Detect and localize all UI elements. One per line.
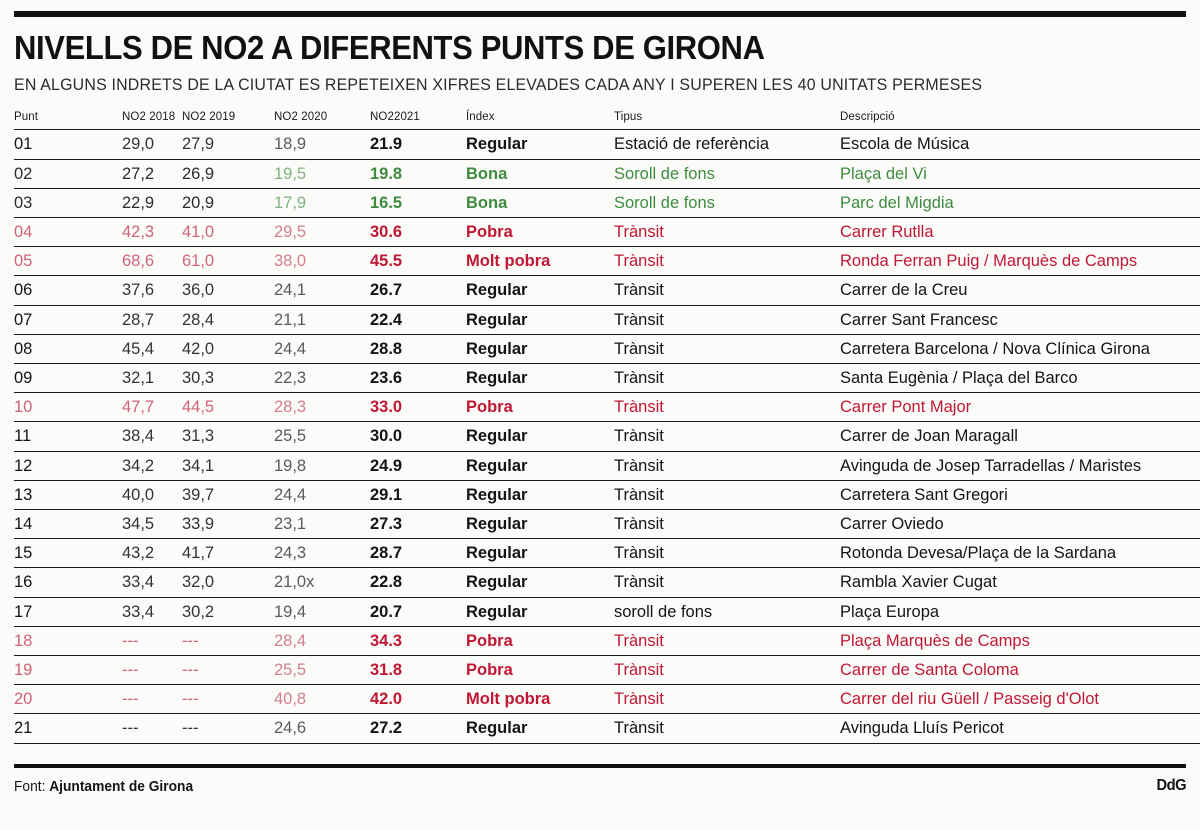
column-header-index: Índex bbox=[466, 111, 495, 124]
cell-desc: Carrer Oviedo bbox=[840, 514, 944, 533]
cell-punt: 21 bbox=[14, 719, 33, 738]
cell-y2018: --- bbox=[122, 690, 139, 709]
publisher-logo: DdG bbox=[1156, 776, 1186, 794]
cell-y2021: 24.9 bbox=[370, 456, 403, 475]
cell-tipus: Soroll de fons bbox=[614, 193, 715, 212]
cell-punt: 15 bbox=[14, 544, 33, 563]
cell-desc: Carrer Rutlla bbox=[840, 222, 934, 241]
cell-y2019: 20,9 bbox=[182, 193, 215, 212]
table-row bbox=[14, 626, 1200, 655]
cell-tipus: Soroll de fons bbox=[614, 164, 715, 183]
cell-y2020: 24,4 bbox=[274, 339, 307, 358]
table-row bbox=[14, 159, 1200, 188]
cell-y2021: 19.8 bbox=[370, 164, 403, 183]
table-row bbox=[14, 480, 1200, 509]
cell-punt: 10 bbox=[14, 398, 33, 417]
cell-y2018: 43,2 bbox=[122, 544, 155, 563]
cell-index: Regular bbox=[466, 310, 528, 329]
cell-y2018: 45,4 bbox=[122, 339, 155, 358]
source-credit bbox=[14, 779, 193, 795]
cell-desc: Carretera Sant Gregori bbox=[840, 485, 1008, 504]
cell-y2021: 27.2 bbox=[370, 719, 403, 738]
cell-y2021: 22.4 bbox=[370, 310, 403, 329]
cell-y2018: --- bbox=[122, 719, 139, 738]
cell-index: Regular bbox=[466, 544, 528, 563]
cell-desc: Carrer Sant Francesc bbox=[840, 310, 998, 329]
cell-y2018: --- bbox=[122, 660, 139, 679]
cell-punt: 09 bbox=[14, 368, 33, 387]
cell-punt: 17 bbox=[14, 602, 33, 621]
infographic-page bbox=[0, 11, 1200, 830]
table-row bbox=[14, 334, 1200, 363]
cell-y2018: --- bbox=[122, 631, 139, 650]
cell-y2019: 30,3 bbox=[182, 368, 215, 387]
cell-punt: 01 bbox=[14, 135, 33, 154]
column-header-no2-2020: NO2 2020 bbox=[274, 111, 328, 124]
cell-tipus: Trànsit bbox=[614, 310, 664, 329]
table-row bbox=[14, 393, 1200, 422]
cell-desc: Carrer de la Creu bbox=[840, 281, 968, 300]
cell-desc: Plaça Marquès de Camps bbox=[840, 631, 1030, 650]
cell-punt: 05 bbox=[14, 252, 33, 271]
cell-y2018: 34,5 bbox=[122, 514, 155, 533]
page-title: NIVELLS DE NO2 A DIFERENTS PUNTS DE GIRONA bbox=[14, 29, 765, 66]
cell-y2020: 17,9 bbox=[274, 193, 307, 212]
cell-index: Regular bbox=[466, 485, 528, 504]
cell-desc: Carrer de Joan Maragall bbox=[840, 427, 1018, 446]
cell-y2019: 42,0 bbox=[182, 339, 215, 358]
cell-y2020: 23,1 bbox=[274, 514, 307, 533]
cell-index: Molt pobra bbox=[466, 252, 551, 271]
cell-y2019: 39,7 bbox=[182, 485, 215, 504]
cell-y2020: 21,0x bbox=[274, 573, 315, 592]
cell-y2021: 26.7 bbox=[370, 281, 403, 300]
cell-y2019: 32,0 bbox=[182, 573, 215, 592]
cell-desc: Avinguda Lluís Pericot bbox=[840, 719, 1004, 738]
cell-y2018: 28,7 bbox=[122, 310, 155, 329]
cell-tipus: soroll de fons bbox=[614, 602, 713, 621]
cell-tipus: Trànsit bbox=[614, 252, 664, 271]
cell-y2020: 25,5 bbox=[274, 427, 307, 446]
cell-index: Regular bbox=[466, 456, 528, 475]
cell-y2021: 29.1 bbox=[370, 485, 403, 504]
cell-punt: 13 bbox=[14, 485, 33, 504]
footer bbox=[14, 777, 1186, 795]
cell-desc: Escola de Música bbox=[840, 135, 970, 154]
table-row bbox=[14, 130, 1200, 159]
cell-index: Regular bbox=[466, 135, 528, 154]
column-header-no2-2021: NO22021 bbox=[370, 111, 420, 124]
table-row bbox=[14, 568, 1200, 597]
table-row bbox=[14, 247, 1200, 276]
cell-y2021: 22.8 bbox=[370, 573, 403, 592]
cell-tipus: Trànsit bbox=[614, 281, 664, 300]
cell-y2021: 16.5 bbox=[370, 193, 403, 212]
cell-y2020: 19,5 bbox=[274, 164, 307, 183]
cell-y2020: 21,1 bbox=[274, 310, 307, 329]
cell-y2021: 33.0 bbox=[370, 398, 403, 417]
column-header-punt: Punt bbox=[14, 111, 39, 124]
footer-divider bbox=[14, 764, 1186, 768]
table-header bbox=[14, 111, 1200, 130]
cell-y2021: 30.0 bbox=[370, 427, 403, 446]
cell-index: Regular bbox=[466, 281, 528, 300]
cell-y2019: 33,9 bbox=[182, 514, 215, 533]
cell-desc: Rambla Xavier Cugat bbox=[840, 573, 997, 592]
column-header-no2-2019: NO2 2019 bbox=[182, 111, 236, 124]
cell-y2020: 22,3 bbox=[274, 368, 307, 387]
cell-index: Regular bbox=[466, 339, 528, 358]
cell-tipus: Trànsit bbox=[614, 398, 664, 417]
cell-desc: Plaça Europa bbox=[840, 602, 940, 621]
cell-y2018: 32,1 bbox=[122, 368, 155, 387]
table-header-row bbox=[14, 111, 1200, 130]
cell-index: Pobra bbox=[466, 660, 513, 679]
cell-y2020: 28,3 bbox=[274, 398, 307, 417]
cell-y2021: 20.7 bbox=[370, 602, 403, 621]
cell-index: Regular bbox=[466, 514, 528, 533]
no2-levels-table bbox=[14, 111, 1200, 743]
column-header-descripcio: Descripció bbox=[840, 111, 895, 124]
table-row bbox=[14, 685, 1200, 714]
table-row bbox=[14, 305, 1200, 334]
cell-y2020: 28,4 bbox=[274, 631, 307, 650]
cell-y2019: 26,9 bbox=[182, 164, 215, 183]
cell-y2019: --- bbox=[182, 631, 199, 650]
cell-punt: 04 bbox=[14, 222, 33, 241]
cell-y2021: 28.8 bbox=[370, 339, 403, 358]
cell-desc: Santa Eugènia / Plaça del Barco bbox=[840, 368, 1078, 387]
cell-punt: 19 bbox=[14, 660, 33, 679]
cell-y2020: 24,4 bbox=[274, 485, 307, 504]
table-row bbox=[14, 451, 1200, 480]
cell-tipus: Trànsit bbox=[614, 660, 664, 679]
cell-y2019: --- bbox=[182, 660, 199, 679]
cell-y2018: 34,2 bbox=[122, 456, 155, 475]
cell-y2021: 42.0 bbox=[370, 690, 403, 709]
cell-desc: Carrer del riu Güell / Passeig d'Olot bbox=[840, 690, 1100, 709]
cell-y2019: 28,4 bbox=[182, 310, 215, 329]
cell-tipus: Trànsit bbox=[614, 690, 664, 709]
cell-desc: Carrer de Santa Coloma bbox=[840, 660, 1019, 679]
cell-y2021: 21.9 bbox=[370, 135, 403, 154]
cell-desc: Ronda Ferran Puig / Marquès de Camps bbox=[840, 252, 1138, 271]
table-row bbox=[14, 363, 1200, 392]
cell-tipus: Trànsit bbox=[614, 339, 664, 358]
cell-punt: 06 bbox=[14, 281, 33, 300]
cell-tipus: Trànsit bbox=[614, 573, 664, 592]
cell-y2021: 31.8 bbox=[370, 660, 403, 679]
cell-desc: Avinguda de Josep Tarradellas / Maristes bbox=[840, 456, 1142, 475]
cell-y2020: 38,0 bbox=[274, 252, 307, 271]
cell-y2021: 27.3 bbox=[370, 514, 403, 533]
cell-index: Pobra bbox=[466, 398, 513, 417]
cell-y2018: 37,6 bbox=[122, 281, 155, 300]
cell-y2019: 61,0 bbox=[182, 252, 215, 271]
cell-index: Bona bbox=[466, 164, 508, 183]
cell-tipus: Trànsit bbox=[614, 222, 664, 241]
cell-punt: 14 bbox=[14, 514, 33, 533]
source-name: Ajuntament de Girona bbox=[49, 778, 194, 795]
cell-y2020: 29,5 bbox=[274, 222, 307, 241]
cell-y2020: 19,4 bbox=[274, 602, 307, 621]
cell-y2019: 31,3 bbox=[182, 427, 215, 446]
cell-punt: 11 bbox=[14, 427, 32, 446]
cell-punt: 02 bbox=[14, 164, 33, 183]
top-divider bbox=[14, 11, 1186, 17]
cell-y2019: 41,0 bbox=[182, 222, 215, 241]
cell-punt: 07 bbox=[14, 310, 33, 329]
table-row bbox=[14, 422, 1200, 451]
cell-y2019: 41,7 bbox=[182, 544, 215, 563]
cell-tipus: Trànsit bbox=[614, 514, 664, 533]
cell-y2019: 34,1 bbox=[182, 456, 215, 475]
cell-index: Pobra bbox=[466, 222, 513, 241]
cell-y2018: 22,9 bbox=[122, 193, 155, 212]
cell-punt: 20 bbox=[14, 690, 33, 709]
cell-y2020: 25,5 bbox=[274, 660, 307, 679]
cell-index: Regular bbox=[466, 427, 528, 446]
cell-punt: 18 bbox=[14, 631, 33, 650]
cell-y2018: 27,2 bbox=[122, 164, 155, 183]
column-header-no2-2018: NO2 2018 bbox=[122, 111, 176, 124]
cell-y2021: 23.6 bbox=[370, 368, 403, 387]
cell-y2018: 47,7 bbox=[122, 398, 155, 417]
cell-y2018: 33,4 bbox=[122, 573, 155, 592]
cell-index: Bona bbox=[466, 193, 508, 212]
cell-index: Regular bbox=[466, 602, 528, 621]
cell-y2018: 40,0 bbox=[122, 485, 155, 504]
cell-y2020: 24,1 bbox=[274, 281, 307, 300]
cell-y2018: 38,4 bbox=[122, 427, 155, 446]
cell-y2019: 30,2 bbox=[182, 602, 215, 621]
cell-y2018: 68,6 bbox=[122, 252, 155, 271]
table-row bbox=[14, 217, 1200, 246]
cell-tipus: Estació de referència bbox=[614, 135, 770, 154]
cell-index: Regular bbox=[466, 719, 528, 738]
cell-y2020: 24,3 bbox=[274, 544, 307, 563]
cell-desc: Carrer Pont Major bbox=[840, 398, 972, 417]
cell-desc: Carretera Barcelona / Nova Clínica Girona bbox=[840, 339, 1150, 358]
cell-y2019: 36,0 bbox=[182, 281, 215, 300]
column-header-tipus: Tipus bbox=[614, 111, 643, 124]
cell-punt: 12 bbox=[14, 456, 33, 475]
cell-y2018: 42,3 bbox=[122, 222, 155, 241]
table-row bbox=[14, 655, 1200, 684]
cell-y2018: 29,0 bbox=[122, 135, 155, 154]
cell-tipus: Trànsit bbox=[614, 456, 664, 475]
cell-y2021: 34.3 bbox=[370, 631, 403, 650]
cell-y2021: 30.6 bbox=[370, 222, 403, 241]
cell-y2019: 44,5 bbox=[182, 398, 215, 417]
cell-index: Pobra bbox=[466, 631, 513, 650]
cell-y2020: 24,6 bbox=[274, 719, 307, 738]
table-row bbox=[14, 188, 1200, 217]
cell-tipus: Trànsit bbox=[614, 544, 664, 563]
table-row bbox=[14, 509, 1200, 538]
table-row bbox=[14, 597, 1200, 626]
cell-tipus: Trànsit bbox=[614, 427, 664, 446]
cell-desc: Parc del Migdia bbox=[840, 193, 954, 212]
cell-y2019: --- bbox=[182, 690, 199, 709]
cell-index: Regular bbox=[466, 573, 528, 592]
cell-punt: 03 bbox=[14, 193, 33, 212]
cell-y2019: --- bbox=[182, 719, 199, 738]
cell-y2021: 28.7 bbox=[370, 544, 403, 563]
cell-y2019: 27,9 bbox=[182, 135, 215, 154]
cell-punt: 08 bbox=[14, 339, 33, 358]
source-label: Font: bbox=[14, 778, 46, 795]
cell-index: Regular bbox=[466, 368, 528, 387]
page-subtitle: EN ALGUNS INDRETS DE LA CIUTAT ES REPETEIXEN XIFRES ELEVADES CADA ANY I SUPEREN LES 40 UNITATS PERMESES bbox=[14, 76, 983, 95]
cell-y2020: 40,8 bbox=[274, 690, 307, 709]
cell-tipus: Trànsit bbox=[614, 631, 664, 650]
cell-tipus: Trànsit bbox=[614, 485, 664, 504]
cell-y2020: 19,8 bbox=[274, 456, 307, 475]
cell-y2018: 33,4 bbox=[122, 602, 155, 621]
cell-tipus: Trànsit bbox=[614, 719, 664, 738]
cell-tipus: Trànsit bbox=[614, 368, 664, 387]
table-row bbox=[14, 539, 1200, 568]
cell-y2020: 18,9 bbox=[274, 135, 307, 154]
table-row bbox=[14, 276, 1200, 305]
cell-index: Molt pobra bbox=[466, 690, 551, 709]
cell-punt: 16 bbox=[14, 573, 33, 592]
cell-desc: Plaça del Vi bbox=[840, 164, 927, 183]
cell-desc: Rotonda Devesa/Plaça de la Sardana bbox=[840, 544, 1117, 563]
table-body bbox=[14, 130, 1200, 743]
cell-y2021: 45.5 bbox=[370, 252, 403, 271]
table-row bbox=[14, 714, 1200, 743]
